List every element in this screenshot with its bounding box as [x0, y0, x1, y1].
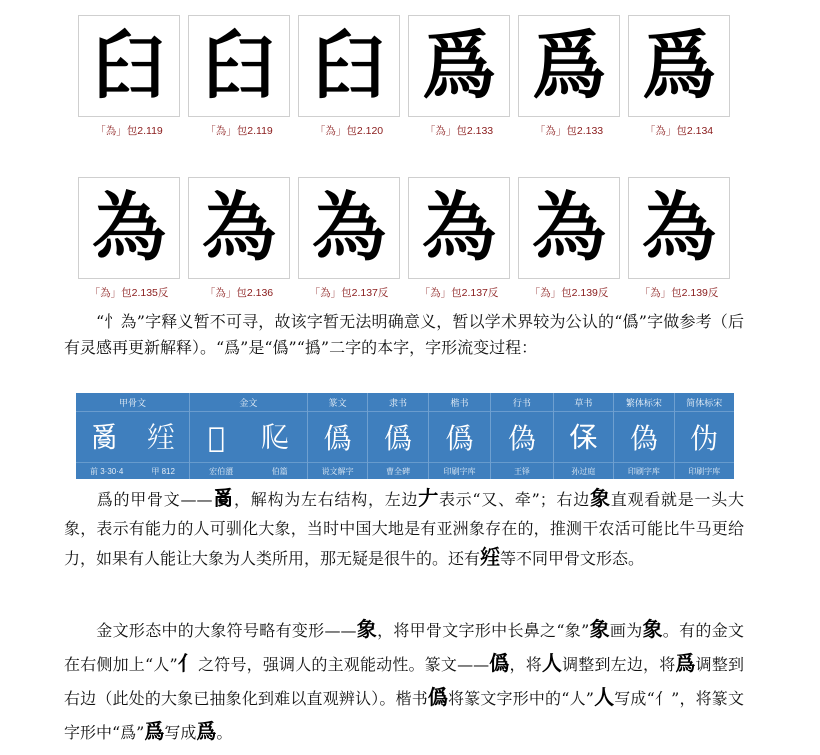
glyph-image: 𦥑	[188, 15, 290, 117]
column-source: 甲 812	[151, 466, 175, 476]
glyph-image: 為	[628, 177, 730, 279]
intro-line-3: 形流变过程：	[441, 338, 538, 357]
inline-glyph: 亻	[177, 651, 199, 675]
inline-glyph: 象	[642, 617, 663, 641]
glyph-card	[408, 177, 510, 300]
column-source: 宏伯盨	[209, 466, 234, 476]
oracle-paragraph: 爲的甲骨文——𤔔，解构为左右结构，左边𠂇表示“又、牵”；右边象直观看就是一头大象，表示有能力的人可驯化大象，当时中国大地是有亚洲象存在的，推测干农活可能比牛马更给力，如果有人能让大象为人类所用，那无疑是很牛的。还有𤔕等不同甲骨文形态。	[64, 486, 744, 569]
glyph-caption: 「為」包2.133	[534, 125, 604, 137]
inline-glyph: 象	[590, 486, 611, 510]
inline-glyph: 人	[541, 651, 563, 675]
evolution-column-seal	[308, 393, 368, 479]
glyph-card	[78, 15, 180, 138]
evolution-glyph: 𤓱	[260, 421, 289, 454]
intro-paragraph	[64, 309, 744, 361]
column-header: 金文	[190, 393, 307, 412]
inline-glyph: 僞	[489, 651, 510, 675]
glyph-card	[518, 15, 620, 138]
column-header: 楷书	[429, 393, 490, 412]
glyph-card	[408, 15, 510, 138]
column-header: 甲骨文	[76, 393, 189, 412]
evolution-column-cursive	[554, 393, 614, 479]
glyph-image: 𦥑	[78, 15, 180, 117]
evolution-glyph: 𤔕	[146, 421, 175, 454]
column-header: 隶书	[368, 393, 427, 412]
evolution-glyph: 偽	[629, 422, 658, 455]
column-source: 王铎	[513, 466, 530, 476]
glyph-image: 𦥑	[298, 15, 400, 117]
evolution-column-regular	[429, 393, 491, 479]
glyph-caption: 「為」包2.139反	[639, 287, 719, 299]
glyph-card	[188, 15, 290, 138]
script-evolution-table	[76, 393, 734, 479]
glyph-caption: 「為」包2.134	[644, 125, 714, 137]
inline-glyph: 爲	[144, 719, 165, 743]
inline-glyph: 人	[593, 685, 615, 709]
glyph-image: 為	[518, 177, 620, 279]
glyph-caption: 「為」包2.139反	[529, 287, 609, 299]
glyph-caption: 「為」包2.137反	[309, 287, 389, 299]
glyph-card	[628, 15, 730, 138]
column-header: 行书	[491, 393, 552, 412]
glyph-caption: 「為」包2.133	[424, 125, 494, 137]
column-source: 孙过庭	[571, 466, 596, 476]
glyph-image: 爲	[408, 15, 510, 117]
evolution-glyph: 僞	[445, 422, 474, 455]
inline-glyph: 𤔕	[480, 545, 501, 569]
bronze-seal-paragraph: 金文形态中的大象符号略有变形——象，将甲骨文字形中长鼻之“象”象画为象。有的金文在右侧加上“人”亻之符号，强调人的主观能动性。篆文——僞，将人调整到左边，将爲调整到右边（此处的大象已抽象化到难以直观辨认）。楷书僞将篆文字形中的“人”人写成“亻”，将篆文字形中“爲”爲写成爲。	[64, 617, 745, 743]
evolution-glyph: 𤔔	[90, 421, 119, 454]
evolution-glyph: 偽	[507, 422, 536, 455]
inline-glyph: 𤔔	[212, 486, 234, 510]
glyph-image: 為	[408, 177, 510, 279]
evolution-column-traditional	[614, 393, 674, 479]
glyph-card	[298, 15, 400, 138]
glyph-card	[188, 177, 290, 300]
column-source: 印刷字库	[688, 466, 721, 476]
glyph-image: 為	[298, 177, 400, 279]
glyph-caption: 「為」包2.119	[95, 125, 163, 137]
inline-glyph: 𠂇	[418, 486, 439, 510]
glyph-caption: 「為」包2.119	[205, 125, 273, 137]
glyph-card	[628, 177, 730, 300]
glyph-caption: 「為」包2.136	[204, 287, 274, 299]
inline-glyph: 象	[589, 617, 610, 641]
glyph-image: 為	[188, 177, 290, 279]
inline-glyph: 僞	[427, 685, 449, 709]
glyph-card	[298, 177, 400, 300]
evolution-glyph: 伪	[690, 422, 719, 455]
evolution-glyph: 𠈃	[569, 421, 598, 454]
glyph-image: 爲	[518, 15, 620, 117]
column-source: 印刷字库	[627, 466, 660, 476]
column-header: 草书	[554, 393, 613, 412]
column-source: 说文解字	[321, 466, 354, 476]
column-source: 伯篇	[271, 466, 288, 476]
evolution-column-simplified	[675, 393, 734, 479]
column-header: 篆文	[308, 393, 367, 412]
glyph-row-1	[78, 15, 730, 138]
glyph-image: 為	[78, 177, 180, 279]
glyph-card	[518, 177, 620, 300]
column-source: 曹全碑	[386, 466, 411, 476]
evolution-column-bronze	[190, 393, 308, 479]
column-source: 前 3·30·4	[90, 466, 124, 476]
glyph-row-2	[78, 177, 730, 300]
intro-line-2: “僞”字做参考（后有灵感再更新解释）。“爲”是“僞”“撝”二字的本字，字	[64, 312, 744, 357]
column-header: 繁体标宋	[614, 393, 673, 412]
evolution-glyph: 僞	[323, 422, 352, 455]
evolution-column-clerical	[368, 393, 428, 479]
glyph-caption: 「為」包2.135反	[89, 287, 169, 299]
evolution-column-oracle	[76, 393, 190, 479]
evolution-glyph: 僞	[384, 422, 413, 455]
intro-line-1: “忄為”字释义暂不可寻，故该字暂无法明确意义，暂以学术界较为公认的	[96, 312, 615, 331]
column-source: 印刷字库	[443, 466, 476, 476]
glyph-card	[78, 177, 180, 300]
glyph-caption: 「為」包2.137反	[419, 287, 499, 299]
column-header: 简体标宋	[675, 393, 734, 412]
evolution-glyph: 𤓰	[207, 420, 225, 454]
inline-glyph: 爲	[196, 719, 217, 743]
evolution-column-running	[491, 393, 553, 479]
glyph-caption: 「為」包2.120	[314, 125, 384, 137]
inline-glyph: 象	[356, 617, 378, 641]
inline-glyph: 爲	[675, 651, 696, 675]
glyph-image: 爲	[628, 15, 730, 117]
